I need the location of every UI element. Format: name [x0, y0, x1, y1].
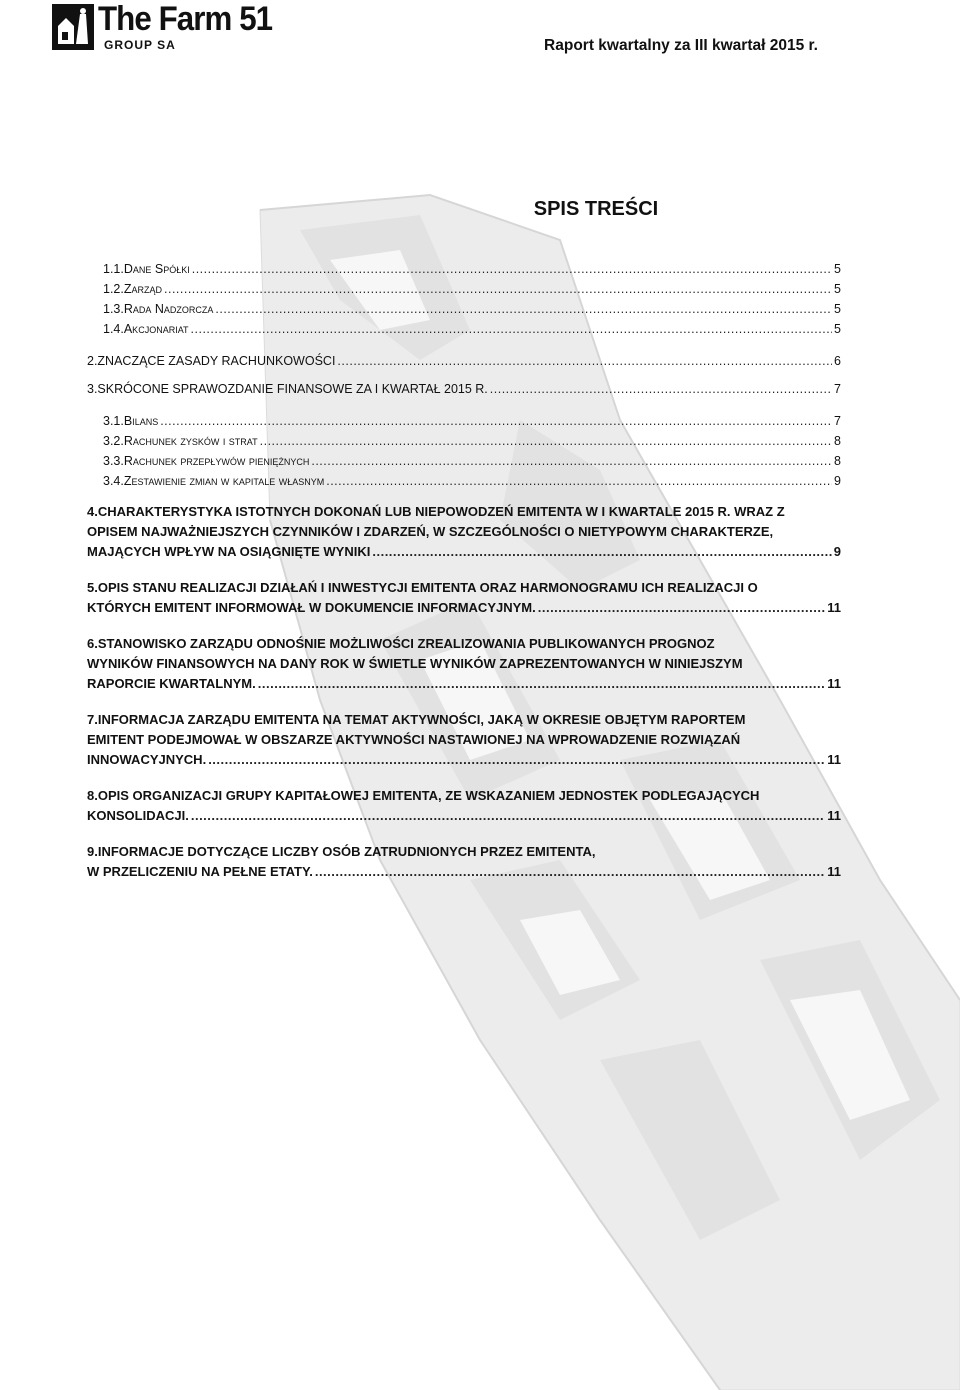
toc-entry[interactable]: 3.1.Bilans ..... 7 — [87, 414, 841, 434]
report-title: Raport kwartalny za III kwartał 2015 r. — [544, 37, 818, 54]
logo-subtext: GROUP SA — [104, 38, 176, 52]
toc-entry[interactable]: 2.ZNACZĄCE ZASADY RACHUNKOWOŚCI ..... 6 — [87, 354, 841, 374]
toc-entry[interactable]: 5.OPIS STANU REALIZACJI DZIAŁAŃ I INWESTYCJI EMITENTA ORAZ HARMONOGRAMU ICH REALIZACJI O KTÓRYCH EMITENT INFORMOWAŁ W DOKUMENCIE INFORMACYJNYM. ..... 11 — [87, 578, 841, 618]
table-of-contents — [87, 262, 841, 882]
company-logo — [52, 0, 282, 52]
logo-wordmark: The Farm 51 — [98, 0, 273, 38]
toc-heading: SPIS TREŚCI — [533, 198, 659, 220]
toc-entry[interactable]: 7.INFORMACJA ZARZĄDU EMITENTA NA TEMAT AKTYWNOŚCI, JAKĄ W OKRESIE OBJĘTYM RAPORTEM EMITENT PODEJMOWAŁ W OBSZARZE AKTYWNOŚCI NASTAWIONEJ NA WPROWADZENIE ROZWIĄZAŃ INNOWACYJNYCH. ..... 11 — [87, 710, 841, 770]
toc-entry[interactable]: 8.OPIS ORGANIZACJI GRUPY KAPITAŁOWEJ EMITENTA, ZE WSKAZANIEM JEDNOSTEK PODLEGAJĄCYCH KONSOLIDACJI. ..... 11 — [87, 786, 841, 826]
toc-entry[interactable]: 4.CHARAKTERYSTYKA ISTOTNYCH DOKONAŃ LUB NIEPOWODZEŃ EMITENTA W I KWARTALE 2015 R. WRAZ Z OPISEM NAJWAŻNIEJSZYCH CZYNNIKÓW I ZDARZEŃ, W SZCZEGÓLNOŚCI O NIETYPOWYM CHARAKTERZE, MAJĄCYCH WPŁYW NA OSIĄGNIĘTE WYNIKI ..... 9 — [87, 502, 841, 562]
toc-entry[interactable]: 1.3.Rada Nadzorcza ..... 5 — [87, 302, 841, 322]
toc-entry[interactable]: 6.STANOWISKO ZARZĄDU ODNOŚNIE MOŻLIWOŚCI ZREALIZOWANIA PUBLIKOWANYCH PROGNOZ WYNIKÓW FINANSOWYCH NA DANY ROK W ŚWIETLE WYNIKÓW ZAPREZENTOWANYCH W NINIEJSZYM RAPORCIE KWARTALNYM. ..... 11 — [87, 634, 841, 694]
toc-entry[interactable]: 9.INFORMACJE DOTYCZĄCE LICZBY OSÓB ZATRUDNIONYCH PRZEZ EMITENTA, W PRZELICZENIU NA PEŁNE ETATY. ..... 11 — [87, 842, 841, 882]
toc-entry[interactable]: 3.SKRÓCONE SPRAWOZDANIE FINANSOWE ZA I KWARTAŁ 2015 R. ..... 7 — [87, 382, 841, 402]
toc-entry[interactable]: 1.2.Zarząd ..... 5 — [87, 282, 841, 302]
toc-entry[interactable]: 1.1.Dane Spółki ..... 5 — [87, 262, 841, 282]
toc-entry[interactable]: 1.4.Akcjonariat ..... 5 — [87, 322, 841, 342]
toc-entry[interactable]: 3.4.Zestawienie zmian w kapitale własnym ..... 9 — [87, 474, 841, 494]
toc-entry[interactable]: 3.3.Rachunek przepływów pieniężnych ..... 8 — [87, 454, 841, 474]
logo-figure-icon — [52, 4, 94, 50]
toc-entry[interactable]: 3.2.Rachunek zysków i strat ..... 8 — [87, 434, 841, 454]
